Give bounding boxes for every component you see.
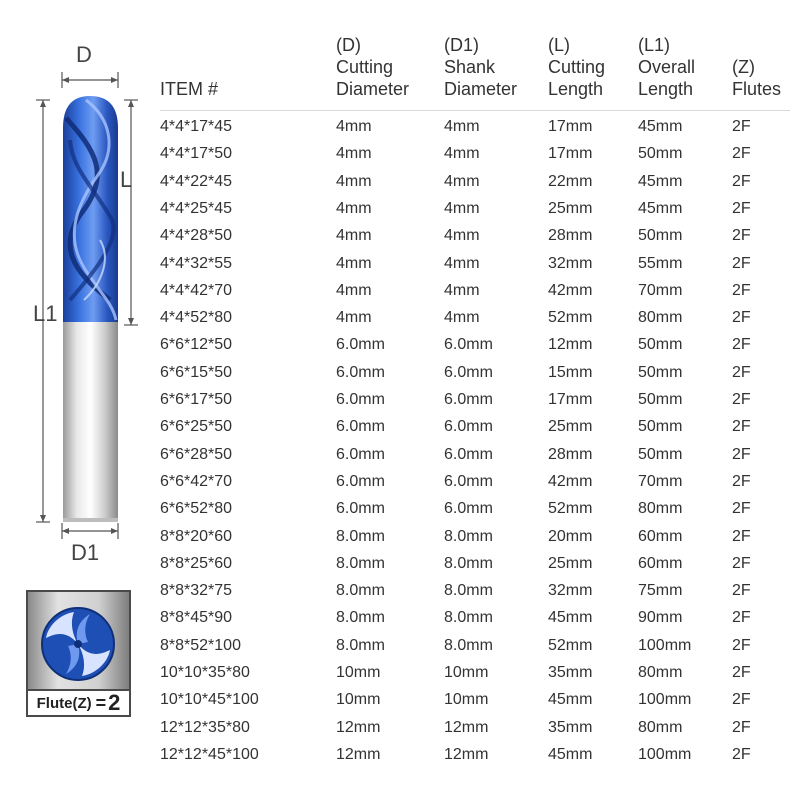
cell-cutting-diameter: 8.0mm (336, 582, 385, 600)
header-overall-length: (L1) Overall Length (638, 35, 696, 99)
table-row (160, 577, 790, 604)
table-row (160, 277, 790, 304)
cell-shank-diameter: 12mm (444, 745, 489, 763)
cell-shank-diameter: 6.0mm (444, 418, 493, 436)
cell-overall-length: 55mm (638, 254, 683, 272)
table-row (160, 468, 790, 495)
cell-shank-diameter: 6.0mm (444, 472, 493, 490)
cell-item-number: 4*4*25*45 (160, 199, 233, 217)
cell-overall-length: 100mm (638, 691, 692, 709)
cell-shank-diameter: 4mm (444, 309, 480, 327)
table-row (160, 632, 790, 659)
cell-flutes: 2F (732, 691, 751, 709)
cell-flutes: 2F (732, 636, 751, 654)
cell-cutting-length: 22mm (548, 172, 593, 190)
cell-item-number: 6*6*52*80 (160, 500, 233, 518)
table-row (160, 140, 790, 167)
cell-overall-length: 50mm (638, 363, 683, 381)
cell-cutting-diameter: 4mm (336, 199, 372, 217)
cell-flutes: 2F (732, 145, 751, 163)
cell-item-number: 6*6*12*50 (160, 336, 233, 354)
cell-cutting-diameter: 4mm (336, 309, 372, 327)
cell-item-number: 12*12*35*80 (160, 718, 250, 736)
cell-cutting-diameter: 6.0mm (336, 445, 385, 463)
flute-caption (28, 689, 129, 715)
header-divider (160, 110, 790, 111)
cell-cutting-diameter: 4mm (336, 227, 372, 245)
header-cutting-diameter: (D) Cutting Diameter (336, 35, 410, 99)
cell-item-number: 6*6*15*50 (160, 363, 233, 381)
cell-shank-diameter: 4mm (444, 172, 480, 190)
cell-cutting-length: 45mm (548, 745, 593, 763)
cell-cutting-diameter: 12mm (336, 745, 381, 763)
cell-cutting-diameter: 6.0mm (336, 500, 385, 518)
cell-flutes: 2F (732, 500, 751, 518)
shank-diameter-label: D1 (71, 540, 100, 565)
cell-shank-diameter: 8.0mm (444, 636, 493, 654)
cell-flutes: 2F (732, 172, 751, 190)
cell-item-number: 8*8*52*100 (160, 636, 241, 654)
flute-caption-label: Flute(Z) (36, 694, 92, 712)
cell-overall-length: 50mm (638, 445, 683, 463)
cell-cutting-length: 45mm (548, 609, 593, 627)
two-flute-cross-section-icon (28, 592, 129, 693)
cell-item-number: 10*10*35*80 (160, 664, 250, 681)
cell-overall-length: 50mm (638, 227, 683, 245)
cell-cutting-length: 32mm (548, 254, 593, 272)
cell-item-number: 4*4*32*55 (160, 254, 233, 272)
cell-cutting-diameter: 8.0mm (336, 636, 385, 654)
tool-shank (63, 322, 118, 520)
cell-overall-length: 70mm (638, 281, 683, 299)
cell-shank-diameter: 8.0mm (444, 527, 493, 545)
table-row (160, 304, 790, 331)
flute-caption-value: 2 (108, 690, 121, 715)
cell-cutting-length: 15mm (548, 363, 593, 381)
cell-shank-diameter: 10mm (444, 664, 489, 681)
table-row (160, 168, 790, 195)
cell-cutting-length: 35mm (548, 664, 593, 681)
cell-cutting-length: 12mm (548, 336, 593, 354)
cell-item-number: 4*4*22*45 (160, 172, 233, 190)
cell-shank-diameter: 12mm (444, 718, 489, 736)
cell-shank-diameter: 6.0mm (444, 363, 493, 381)
table-row (160, 331, 790, 358)
cell-shank-diameter: 4mm (444, 199, 480, 217)
cell-flutes: 2F (732, 336, 751, 354)
cell-flutes: 2F (732, 582, 751, 600)
cell-overall-length: 80mm (638, 309, 683, 327)
cell-item-number: 8*8*45*90 (160, 609, 233, 627)
cell-overall-length: 90mm (638, 609, 683, 627)
cell-cutting-diameter: 8.0mm (336, 609, 385, 627)
flute-count-badge (26, 590, 131, 717)
table-row (160, 714, 790, 741)
table-row (160, 413, 790, 440)
cell-shank-diameter: 4mm (444, 254, 480, 272)
table-row (160, 686, 790, 713)
cell-item-number: 8*8*25*60 (160, 554, 233, 572)
cell-overall-length: 50mm (638, 391, 683, 408)
cell-overall-length: 100mm (638, 745, 692, 763)
table-row (160, 441, 790, 468)
cell-cutting-diameter: 4mm (336, 145, 372, 163)
cell-cutting-length: 45mm (548, 691, 593, 709)
cell-cutting-diameter: 4mm (336, 254, 372, 272)
cell-cutting-diameter: 4mm (336, 172, 372, 190)
cell-overall-length: 45mm (638, 199, 683, 217)
cell-cutting-length: 28mm (548, 227, 593, 245)
cell-cutting-length: 17mm (548, 118, 593, 135)
cell-cutting-length: 52mm (548, 636, 593, 654)
cell-cutting-length: 42mm (548, 472, 593, 490)
cell-cutting-length: 35mm (548, 718, 593, 736)
cell-overall-length: 45mm (638, 172, 683, 190)
cell-cutting-length: 28mm (548, 445, 593, 463)
table-row (160, 359, 790, 386)
cell-item-number: 4*4*17*50 (160, 145, 233, 163)
cell-flutes: 2F (732, 363, 751, 381)
cell-cutting-length: 25mm (548, 199, 593, 217)
table-row (160, 550, 790, 577)
cell-shank-diameter: 8.0mm (444, 609, 493, 627)
cell-cutting-length: 52mm (548, 309, 593, 327)
cell-flutes: 2F (732, 554, 751, 572)
cell-flutes: 2F (732, 118, 751, 135)
cell-overall-length: 70mm (638, 472, 683, 490)
cell-cutting-diameter: 10mm (336, 664, 381, 681)
table-row (160, 659, 790, 686)
cell-overall-length: 50mm (638, 418, 683, 436)
cell-cutting-diameter: 6.0mm (336, 418, 385, 436)
cell-overall-length: 75mm (638, 582, 683, 600)
cell-flutes: 2F (732, 309, 751, 327)
cutting-length-label: L (120, 167, 133, 192)
cell-cutting-length: 42mm (548, 281, 593, 299)
cell-cutting-length: 32mm (548, 582, 593, 600)
table-row (160, 604, 790, 631)
cell-flutes: 2F (732, 254, 751, 272)
cell-flutes: 2F (732, 718, 751, 736)
cell-cutting-diameter: 4mm (336, 281, 372, 299)
end-mill-diagram (0, 0, 150, 565)
cell-overall-length: 80mm (638, 664, 683, 681)
cell-cutting-length: 25mm (548, 554, 593, 572)
cell-item-number: 4*4*52*80 (160, 309, 233, 327)
cell-flutes: 2F (732, 527, 751, 545)
table-row (160, 250, 790, 277)
cell-shank-diameter: 4mm (444, 281, 480, 299)
header-shank-diameter: (D1) Shank Diameter (444, 35, 518, 99)
header-item: ITEM # (160, 79, 219, 99)
cell-shank-diameter: 4mm (444, 118, 480, 135)
cell-cutting-length: 25mm (548, 418, 593, 436)
header-flutes: (Z) Flutes (732, 57, 782, 99)
cell-cutting-length: 52mm (548, 500, 593, 518)
cell-cutting-diameter: 12mm (336, 718, 381, 736)
cell-overall-length: 45mm (638, 118, 683, 135)
cell-item-number: 8*8*32*75 (160, 582, 233, 600)
cell-flutes: 2F (732, 391, 751, 408)
cell-overall-length: 80mm (638, 500, 683, 518)
table-row (160, 113, 790, 140)
cell-cutting-diameter: 6.0mm (336, 336, 385, 354)
cell-item-number: 4*4*28*50 (160, 227, 233, 245)
cell-flutes: 2F (732, 227, 751, 245)
cell-shank-diameter: 8.0mm (444, 554, 493, 572)
cell-cutting-diameter: 6.0mm (336, 472, 385, 490)
table-row (160, 523, 790, 550)
flute-caption-equals: = (95, 692, 107, 713)
cell-overall-length: 50mm (638, 336, 683, 354)
cell-overall-length: 100mm (638, 636, 692, 654)
cell-shank-diameter: 6.0mm (444, 445, 493, 463)
cell-item-number: 12*12*45*100 (160, 745, 259, 763)
cell-flutes: 2F (732, 281, 751, 299)
cell-item-number: 4*4*17*45 (160, 118, 233, 135)
cell-flutes: 2F (732, 418, 751, 436)
cell-cutting-length: 17mm (548, 391, 593, 408)
cell-flutes: 2F (732, 472, 751, 490)
cell-flutes: 2F (732, 664, 751, 681)
cell-shank-diameter: 6.0mm (444, 336, 493, 354)
cell-shank-diameter: 4mm (444, 227, 480, 245)
cell-shank-diameter: 6.0mm (444, 391, 493, 408)
cell-flutes: 2F (732, 745, 751, 763)
cell-item-number: 6*6*28*50 (160, 445, 233, 463)
coated-cutting-body (63, 96, 118, 322)
cell-overall-length: 50mm (638, 145, 683, 163)
cell-flutes: 2F (732, 199, 751, 217)
end-mill-illustration (0, 0, 150, 560)
cell-overall-length: 60mm (638, 554, 683, 572)
cell-item-number: 10*10*45*100 (160, 691, 259, 709)
table-row (160, 386, 790, 413)
cell-cutting-diameter: 4mm (336, 118, 372, 135)
cell-cutting-diameter: 6.0mm (336, 391, 385, 408)
overall-length-label: L1 (33, 301, 58, 326)
cell-item-number: 8*8*20*60 (160, 527, 233, 545)
cell-flutes: 2F (732, 445, 751, 463)
cell-overall-length: 80mm (638, 718, 683, 736)
cell-item-number: 6*6*42*70 (160, 472, 233, 490)
cell-cutting-length: 17mm (548, 145, 593, 163)
table-row (160, 195, 790, 222)
cell-item-number: 4*4*42*70 (160, 281, 233, 299)
diameter-label: D (76, 42, 92, 67)
cell-cutting-diameter: 8.0mm (336, 554, 385, 572)
cell-shank-diameter: 8.0mm (444, 582, 493, 600)
cell-item-number: 6*6*17*50 (160, 391, 233, 408)
cell-cutting-diameter: 10mm (336, 691, 381, 709)
table-row (160, 222, 790, 249)
cell-cutting-diameter: 6.0mm (336, 363, 385, 381)
cell-item-number: 6*6*25*50 (160, 418, 233, 436)
table-row (160, 741, 790, 768)
cell-flutes: 2F (732, 609, 751, 627)
cell-cutting-diameter: 8.0mm (336, 527, 385, 545)
header-cutting-length: (L) Cutting Length (548, 35, 606, 99)
cell-shank-diameter: 4mm (444, 145, 480, 163)
cell-cutting-length: 20mm (548, 527, 593, 545)
cell-overall-length: 60mm (638, 527, 683, 545)
table-row (160, 495, 790, 522)
cell-shank-diameter: 6.0mm (444, 500, 493, 518)
cell-shank-diameter: 10mm (444, 691, 489, 709)
